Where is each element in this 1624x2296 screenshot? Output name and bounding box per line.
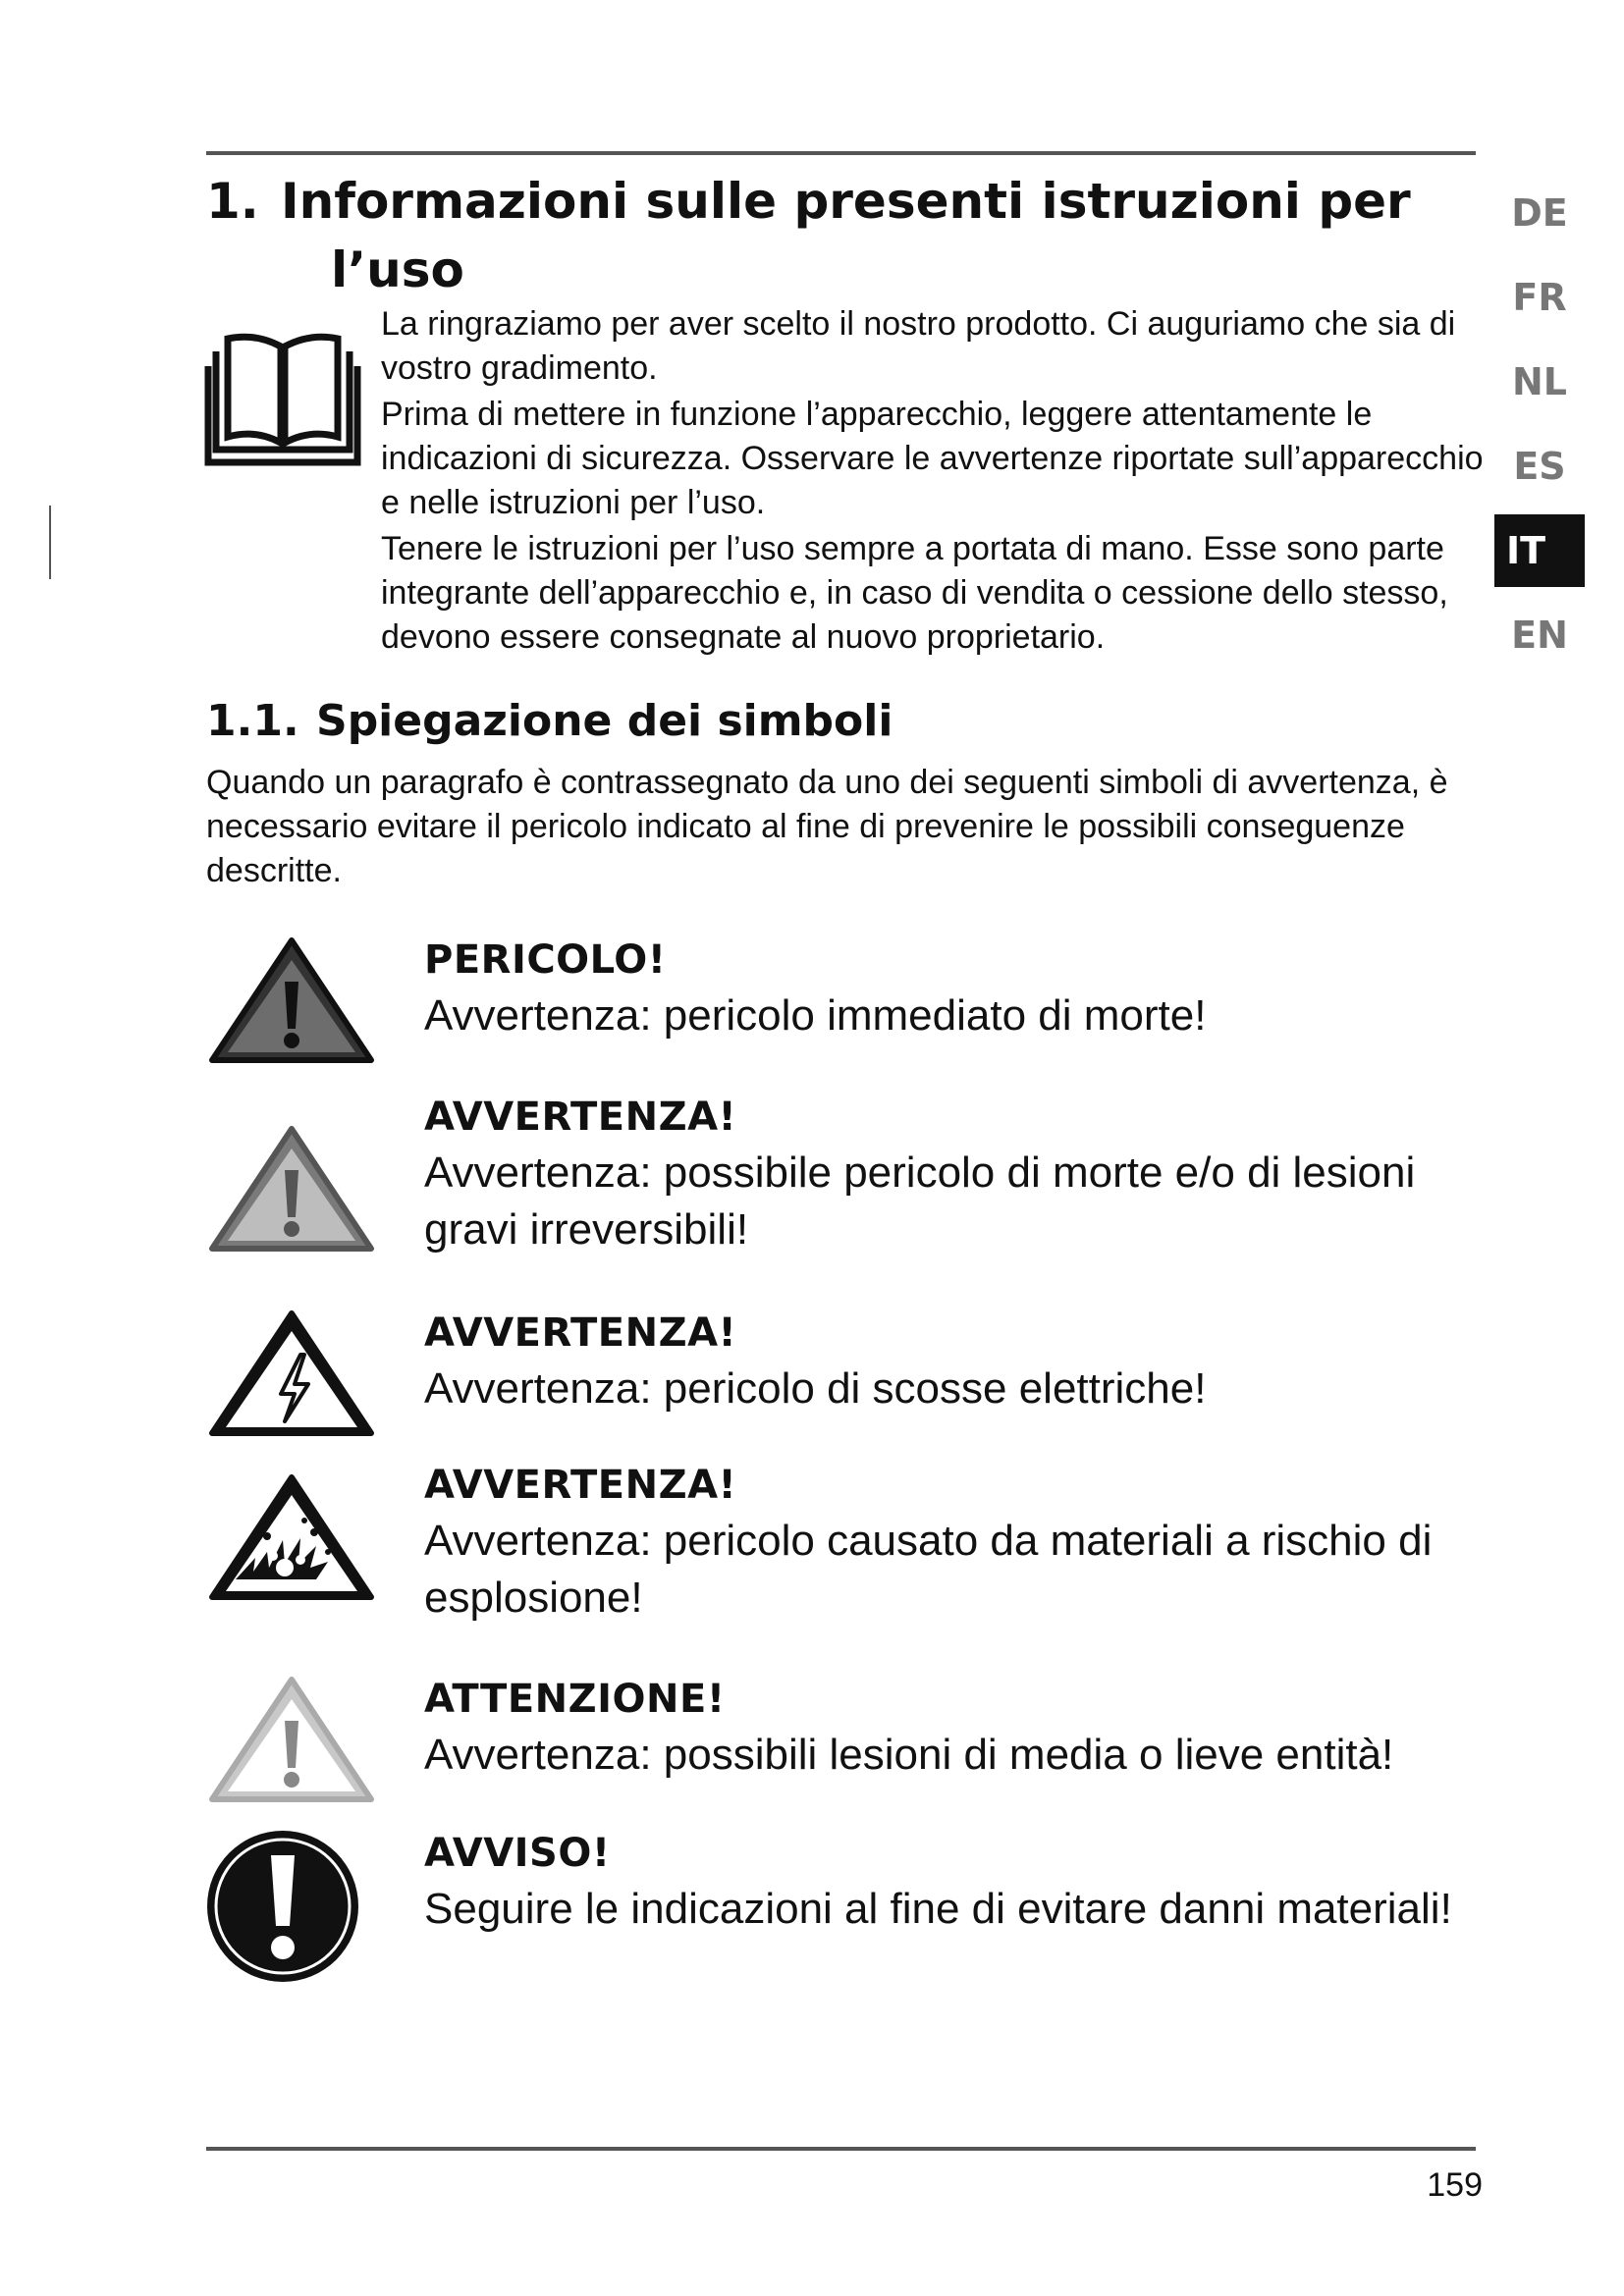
chapter-heading <box>206 167 1443 304</box>
intro-paragraph: Tenere le istruzioni per l’uso sempre a portata di mano. Esse sono parte integrante dell’apparecchio e, in caso di vendita o cessione dello stesso, devono essere consegnate al nuovo proprietario. <box>381 530 1448 656</box>
chapter-title-line2: l’uso <box>331 241 464 298</box>
symbol-description: Seguire le indicazioni al fine di evitare danni materiali! <box>424 1885 1452 1933</box>
book-icon <box>204 327 361 469</box>
intro-paragraph: Prima di mettere in funzione l’apparecchio, leggere attentamente le indicazioni di sicurezza. Osservare le avvertenze riportate sull’apparecchio e nelle istruzioni per l’uso. <box>381 396 1484 521</box>
symbol-description: Avvertenza: pericolo di scosse elettriche! <box>424 1364 1207 1413</box>
language-tab-it[interactable]: IT <box>1494 514 1585 587</box>
symbol-title: AVVERTENZA! <box>424 1463 737 1508</box>
section-number: 1.1. <box>206 696 299 746</box>
language-tab-fr[interactable]: FR <box>1512 276 1567 319</box>
symbol-title: PERICOLO! <box>424 937 667 983</box>
warning-grey-icon <box>206 1121 378 1258</box>
symbol-description: Avvertenza: pericolo causato da materiali a rischio di esplosione! <box>424 1517 1433 1622</box>
symbol-description: Avvertenza: possibile pericolo di morte e/o di lesioni gravi irreversibili! <box>424 1148 1416 1254</box>
language-tab-es[interactable]: ES <box>1513 445 1566 488</box>
language-tabs <box>1494 177 1585 683</box>
notice-exclamation-icon <box>206 1828 378 1985</box>
language-tab-de[interactable]: DE <box>1511 191 1568 235</box>
page-number: 159 <box>1427 2166 1483 2204</box>
section-heading <box>206 692 893 751</box>
symbol-description: Avvertenza: possibili lesioni di media o lieve entità! <box>424 1731 1394 1779</box>
symbol-title: AVVERTENZA! <box>424 1095 737 1140</box>
section-text: Quando un paragrafo è contrassegnato da uno dei seguenti simboli di avvertenza, è necessario evitare il pericolo indicato al fine di prevenire le possibili conseguenze descritte. <box>206 764 1448 889</box>
language-tab-nl[interactable]: NL <box>1511 360 1568 403</box>
symbol-title: AVVISO! <box>424 1831 611 1876</box>
bottom-rule <box>206 2147 1476 2151</box>
language-tab-en[interactable]: EN <box>1511 614 1568 657</box>
section-title: Spiegazione dei simboli <box>316 696 893 746</box>
intro-text <box>381 302 1486 662</box>
explosion-icon <box>206 1469 378 1607</box>
intro-paragraph: La ringraziamo per aver scelto il nostro prodotto. Ci auguriamo che sia di vostro gradimento. <box>381 305 1456 387</box>
symbol-title: AVVERTENZA! <box>424 1310 737 1356</box>
electric-shock-icon <box>206 1306 378 1443</box>
caution-icon <box>206 1672 378 1809</box>
symbol-description: Avvertenza: pericolo immediato di morte! <box>424 991 1207 1040</box>
danger-warning-icon <box>206 933 378 1070</box>
chapter-title-line1: Informazioni sulle presenti istruzioni per <box>281 173 1411 230</box>
chapter-number: 1. <box>206 173 259 230</box>
margin-mark <box>49 506 51 579</box>
symbol-title: ATTENZIONE! <box>424 1677 726 1722</box>
top-rule <box>206 151 1476 155</box>
